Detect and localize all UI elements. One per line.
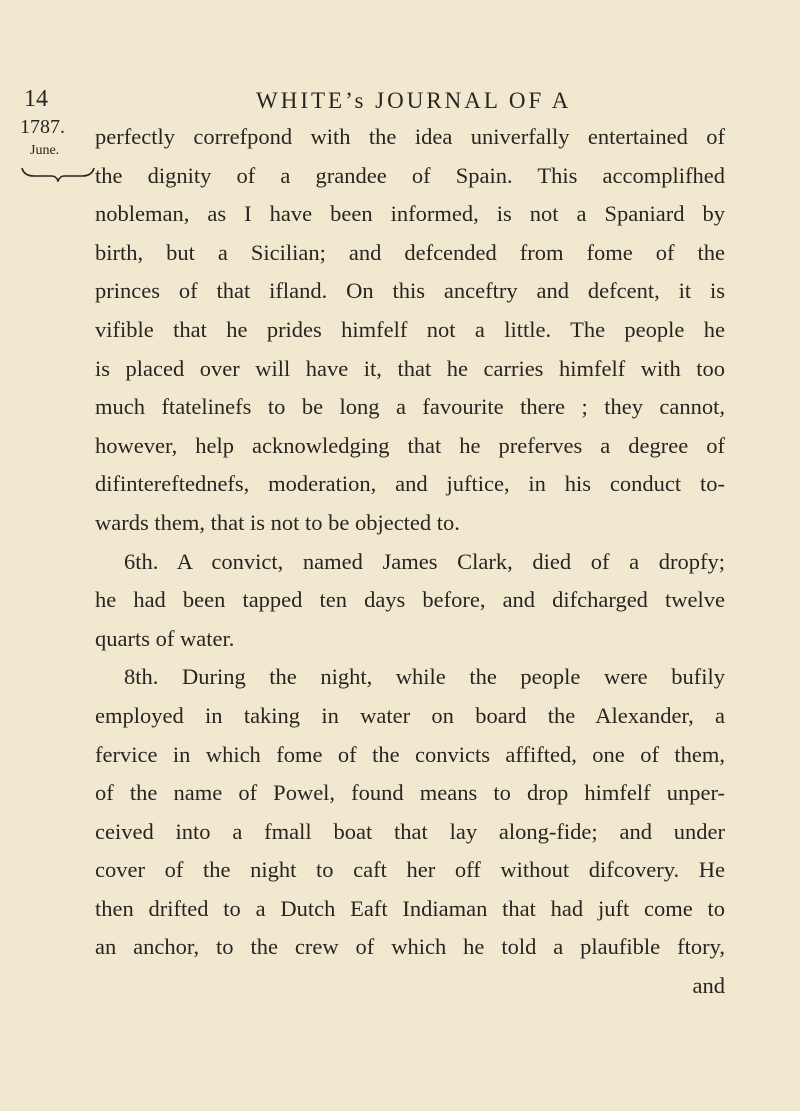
text-line: however, help acknowledging that he preferves a degree of (95, 432, 725, 458)
page-number: 14 (24, 86, 48, 112)
text-line: nobleman, as I have been informed, is not a Spaniard by (95, 201, 725, 227)
text-line: cover of the night to caft her off without difcovery. He (95, 857, 725, 883)
catchword: and (692, 973, 725, 999)
running-head: WHITE’s JOURNAL OF A (256, 88, 572, 113)
text-line: birth, but a Sicilian; and defcended from fome of the (95, 239, 725, 265)
margin-month: June. (30, 143, 60, 158)
text-line: quarts of water. (95, 625, 235, 651)
margin-year: 1787. (20, 116, 65, 138)
text-line: is placed over will have it, that he carries himfelf with too (95, 355, 725, 381)
text-line: 6th. A convict, named James Clark, died of a dropfy; (124, 548, 725, 574)
text-line: he had been tapped ten days before, and difcharged twelve (95, 587, 725, 613)
text-line: perfectly correfpond with the idea univerfally entertained of (95, 124, 725, 149)
margin-brace-icon (20, 164, 96, 182)
text-line: difintereftednefs, moderation, and juftice, in his conduct to- (95, 471, 725, 497)
text-line: an anchor, to the crew of which he told a plaufible ftory, (95, 934, 725, 960)
text-line: princes of that ifland. On this anceftry and defcent, it is (95, 278, 725, 304)
text-line: of the name of Powel, found means to drop himfelf unper- (95, 780, 725, 806)
text-line: wards them, that is not to be objected to. (95, 509, 460, 535)
text-line: employed in taking in water on board the Alexander, a (95, 702, 725, 728)
text-line: much ftatelinefs to be long a favourite there ; they cannot, (95, 394, 725, 420)
text-line: the dignity of a grandee of Spain. This accomplifhed (95, 162, 725, 188)
text-line: ceived into a fmall boat that lay along-fide; and under (95, 818, 725, 844)
text-line: 8th. During the night, while the people were bufily (124, 664, 725, 690)
text-line: fervice in which fome of the convicts affifted, one of them, (95, 741, 725, 767)
body-text (95, 118, 725, 1006)
text-line: vifible that he prides himfelf not a little. The people he (95, 316, 725, 342)
text-line: then drifted to a Dutch Eaft Indiaman that had juft come to (95, 895, 725, 921)
